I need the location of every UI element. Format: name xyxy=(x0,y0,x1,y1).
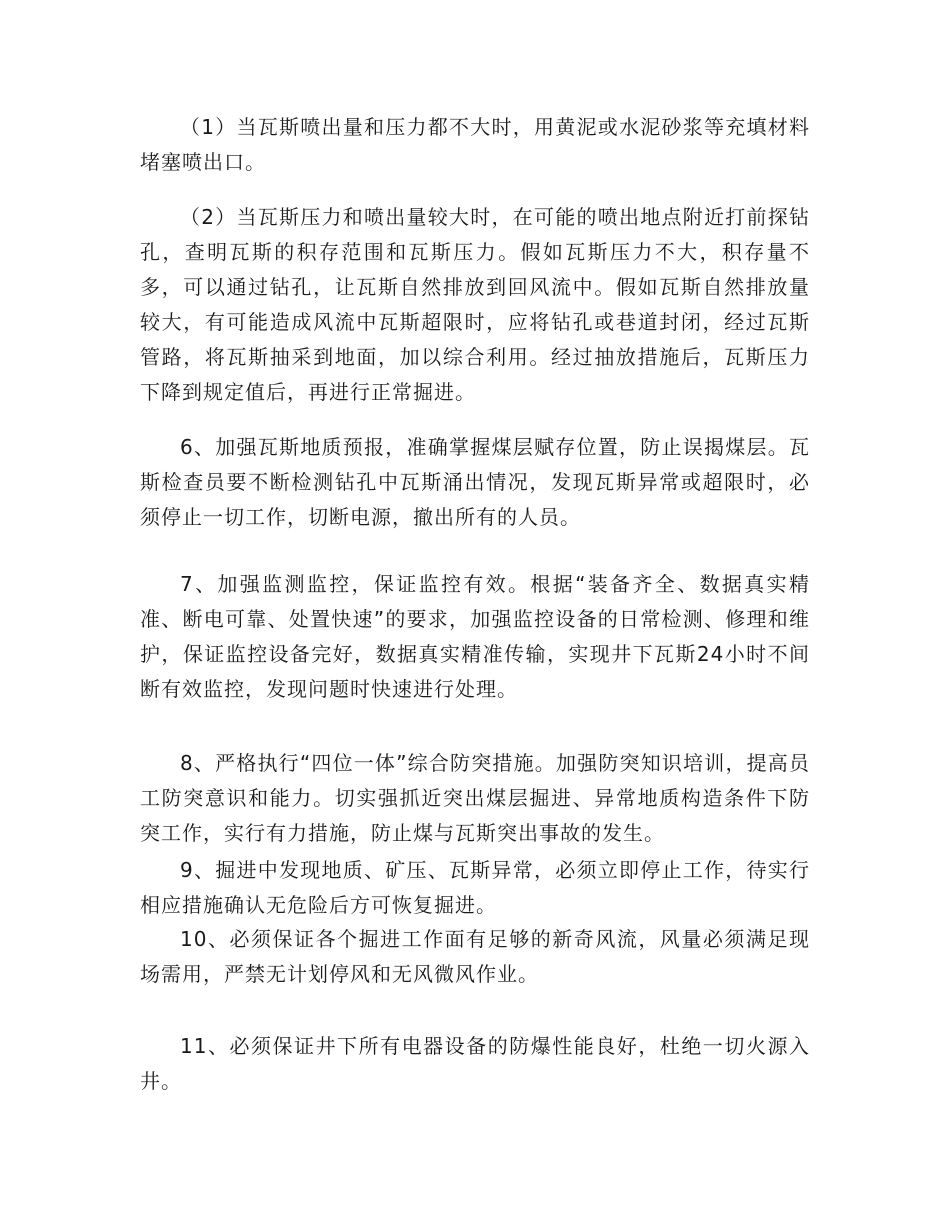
paragraph-item-8: 8、严格执行“四位一体”综合防突措施。加强防突知识培训，提高员工防突意识和能力。切实强抓近突出煤层掘进、异常地质构造条件下防突工作，实行有力措施，防止煤与瓦斯突出事故的发生。 xyxy=(140,751,810,845)
paragraph-item-6: 6、加强瓦斯地质预报，准确掌握煤层赋存位置，防止误揭煤层。瓦斯检查员要不断检测钻孔中瓦斯涌出情况，发现瓦斯异常或超限时，必须停止一切工作，切断电源，撤出所有的人员。 xyxy=(140,435,810,529)
paragraph-item-11: 11、必须保证井下所有电器设备的防爆性能良好，杜绝一切火源入井。 xyxy=(140,1034,810,1093)
paragraph-item-7: 7、加强监测监控，保证监控有效。根据“装备齐全、数据真实精准、断电可靠、处置快速”的要求，加强监控设备的日常检测、修理和维护，保证监控设备完好，数据真实精准传输，实现井下瓦斯24小时不间断有效监控，发现问题时快速进行处理。 xyxy=(140,572,810,701)
paragraph-gas-low-pressure: （1）当瓦斯喷出量和压力都不大时，用黄泥或水泥砂浆等充填材料堵塞喷出口。 xyxy=(140,115,810,174)
paragraph-item-9: 9、掘进中发现地质、矿压、瓦斯异常，必须立即停止工作，待实行相应措施确认无危险后方可恢复掘进。 xyxy=(140,858,810,917)
paragraph-gas-high-pressure: （2）当瓦斯压力和喷出量较大时，在可能的喷出地点附近打前探钻孔，查明瓦斯的积存范围和瓦斯压力。假如瓦斯压力不大，积存量不多，可以通过钻孔，让瓦斯自然排放到回风流中。假如瓦斯自然排放量较大，有可能造成风流中瓦斯超限时，应将钻孔或巷道封闭，经过瓦斯管路，将瓦斯抽采到地面，加以综合利用。经过抽放措施后，瓦斯压力下降到规定值后，再进行正常掘进。 xyxy=(140,205,810,404)
paragraph-item-10: 10、必须保证各个掘进工作面有足够的新奇风流，风量必须满足现场需用，严禁无计划停风和无风微风作业。 xyxy=(140,927,810,986)
